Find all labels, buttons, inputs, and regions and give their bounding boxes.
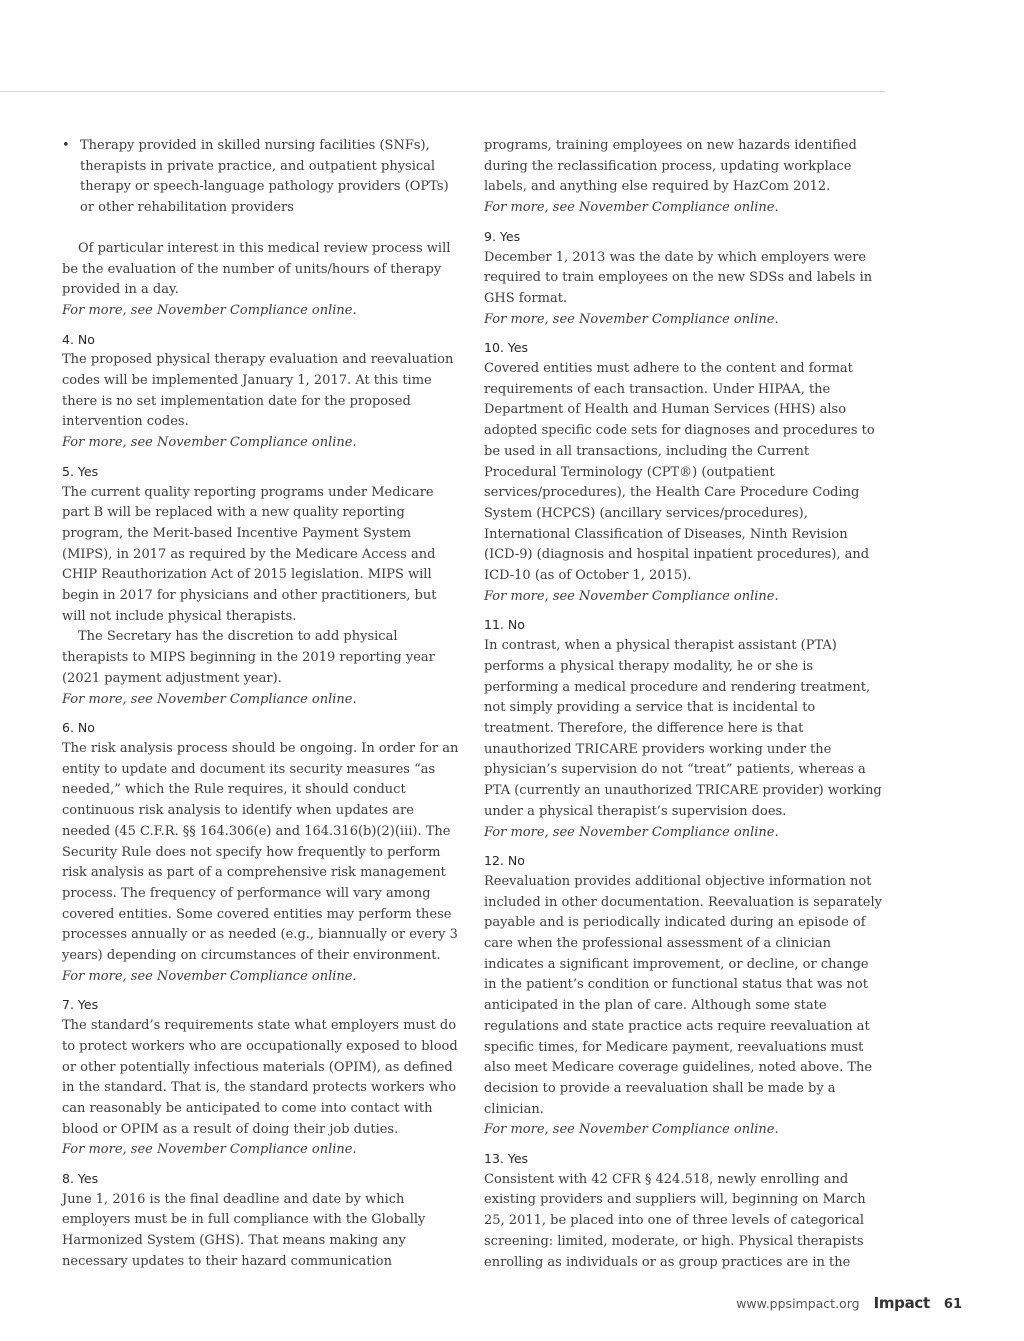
footer-url-link[interactable]: www.ppsimpact.org <box>736 1296 860 1311</box>
answer-9-body: December 1, 2013 was the date by which employers were required to train employees on the new SDSs and labels in GHS format. <box>484 249 873 306</box>
magazine-logo: Impact <box>873 1294 930 1312</box>
answer-13-body: Consistent with 42 CFR § 424.518, newly enrolling and existing providers and suppliers will, beginning on March 25, 2011, be placed into one of three levels of categorical screening: limited, moderate, or high. Physical therapists enrolling as individuals or as group practices are in the <box>484 1171 866 1270</box>
answer-6-body: The risk analysis process should be ongoing. In order for an entity to update and document its security measures “as needed,” which the Rule requires, it should conduct continuous risk analysis to identify when updates are needed (45 C.F.R. §§ 164.306(e) and 164.316(b)(2)(iii). The Security Rule does not specify how frequently to perform risk analysis as part of a comprehensive risk management process. The frequency of performance will vary among covered entities. Some covered entities may perform these processes annually or as needed (e.g., biannually or every 3 years) depending on circumstances of their environment. <box>62 740 459 964</box>
answer-10-heading: 10. Yes <box>484 340 529 356</box>
more-link-8: For more, see November Compliance online. <box>484 200 779 216</box>
answer-6-heading: 6. No <box>62 720 95 736</box>
answer-7-heading: 7. Yes <box>62 997 99 1013</box>
bullet-icon: • <box>62 138 70 153</box>
bullet-item <box>62 136 462 219</box>
right-column <box>484 136 884 1273</box>
answer-7-body: The standard’s requirements state what employers must do to protect workers who are occupationally exposed to blood or other potentially infectious materials (OPIM), as defined in the standard. That is, the standard protects workers who can reasonably be anticipated to come into contact with blood or OPIM as a result of doing their job duties. <box>62 1018 458 1137</box>
answer-8-heading: 8. Yes <box>62 1171 99 1187</box>
left-column <box>62 136 462 1273</box>
answer-11-heading: 11. No <box>484 617 525 633</box>
bullet-text: Therapy provided in skilled nursing facilities (SNFs), therapists in private practice, and outpatient physical therapy or speech-language pathology providers (OPTs) or other rehabilitation providers <box>80 138 449 216</box>
answer-12-heading: 12. No <box>484 853 525 869</box>
answer-8-body: June 1, 2016 is the final deadline and date by which employers must be in full compliance with the Globally Harmonized System (GHS). That means making any necessary updates to their hazard communication <box>62 1191 426 1269</box>
answer-8-continued: programs, training employees on new hazards identified during the reclassification process, updating workplace labels, and anything else required by HazCom 2012. <box>484 138 857 195</box>
more-link-11: For more, see November Compliance online. <box>484 824 779 840</box>
answer-4-heading: 4. No <box>62 331 95 347</box>
more-link-4: For more, see November Compliance online. <box>62 435 357 451</box>
header-rule <box>0 91 885 92</box>
more-link-7: For more, see November Compliance online. <box>62 1142 357 1158</box>
answer-12-body: Reevaluation provides additional objective information not included in other documentation. Reevaluation is separately payable and is periodically indicated during an episode of care when the professional assessment of a clinician indicates a significant improvement, or decline, or change in the patient’s condition or functional status that was not anticipated in the plan of care. Although some state regulations and state practice acts require reevaluation at specific times, for Medicare payment, reevaluations must also meet Medicare coverage guidelines, noted above. The decision to provide a reevaluation shall be made by a clinician. <box>484 873 882 1117</box>
answer-13-heading: 13. Yes <box>484 1151 529 1167</box>
answer-9-heading: 9. Yes <box>484 228 521 244</box>
answer-5-body-2: The Secretary has the discretion to add physical therapists to MIPS beginning in the 2019 reporting year (2021 payment adjustment year). <box>62 629 435 686</box>
page-number: 61 <box>943 1297 962 1312</box>
more-link-6: For more, see November Compliance online. <box>62 968 357 984</box>
more-link-12: For more, see November Compliance online. <box>484 1122 779 1138</box>
answer-10-body: Covered entities must adhere to the content and format requirements of each transaction. Under HIPAA, the Department of Health and Human Services (HHS) also adopted specific code sets for diagnoses and procedures to be used in all transactions, including the Current Procedural Terminology (CPT®) (outpatient services/procedures), the Health Care Procedure Coding System (HCPCS) (ancillary services/procedures), International Classification of Diseases, Ninth Revision (ICD-9) (diagnosis and hospital inpatient procedures), and ICD-10 (as of October 1, 2015). <box>484 361 875 584</box>
more-link-3: For more, see November Compliance online. <box>62 302 357 318</box>
answer-4-body: The proposed physical therapy evaluation and reevaluation codes will be implemented January 1, 2017. At this time there is no set implementation date for the proposed intervention codes. <box>62 352 454 430</box>
paragraph-interest: Of particular interest in this medical review process will be the evaluation of the number of units/hours of therapy provided in a day. <box>62 240 451 298</box>
answer-5-body: The current quality reporting programs under Medicare part B will be replaced with a new quality reporting program, the Merit-based Incentive Payment System (MIPS), in 2017 as required by the Medicare Access and CHIP Reauthorization Act of 2015 legislation. MIPS will begin in 2017 for physicians and other practitioners, but will not include physical therapists. <box>62 484 437 624</box>
more-link-5: For more, see November Compliance online. <box>62 691 357 707</box>
more-link-10: For more, see November Compliance online. <box>484 588 779 604</box>
answer-5-heading: 5. Yes <box>62 463 99 479</box>
more-link-9: For more, see November Compliance online. <box>484 311 779 327</box>
page-footer <box>736 1294 962 1316</box>
answer-11-body: In contrast, when a physical therapist assistant (PTA) performs a physical therapy modality, he or she is performing a medical procedure and rendering treatment, not simply providing a service that is incidental to treatment. Therefore, the difference here is that unauthorized TRICARE providers working under the physician’s supervision do not “treat” patients, whereas a PTA (currently an unauthorized TRICARE provider) working under a physical therapist’s supervision does. <box>484 638 882 819</box>
